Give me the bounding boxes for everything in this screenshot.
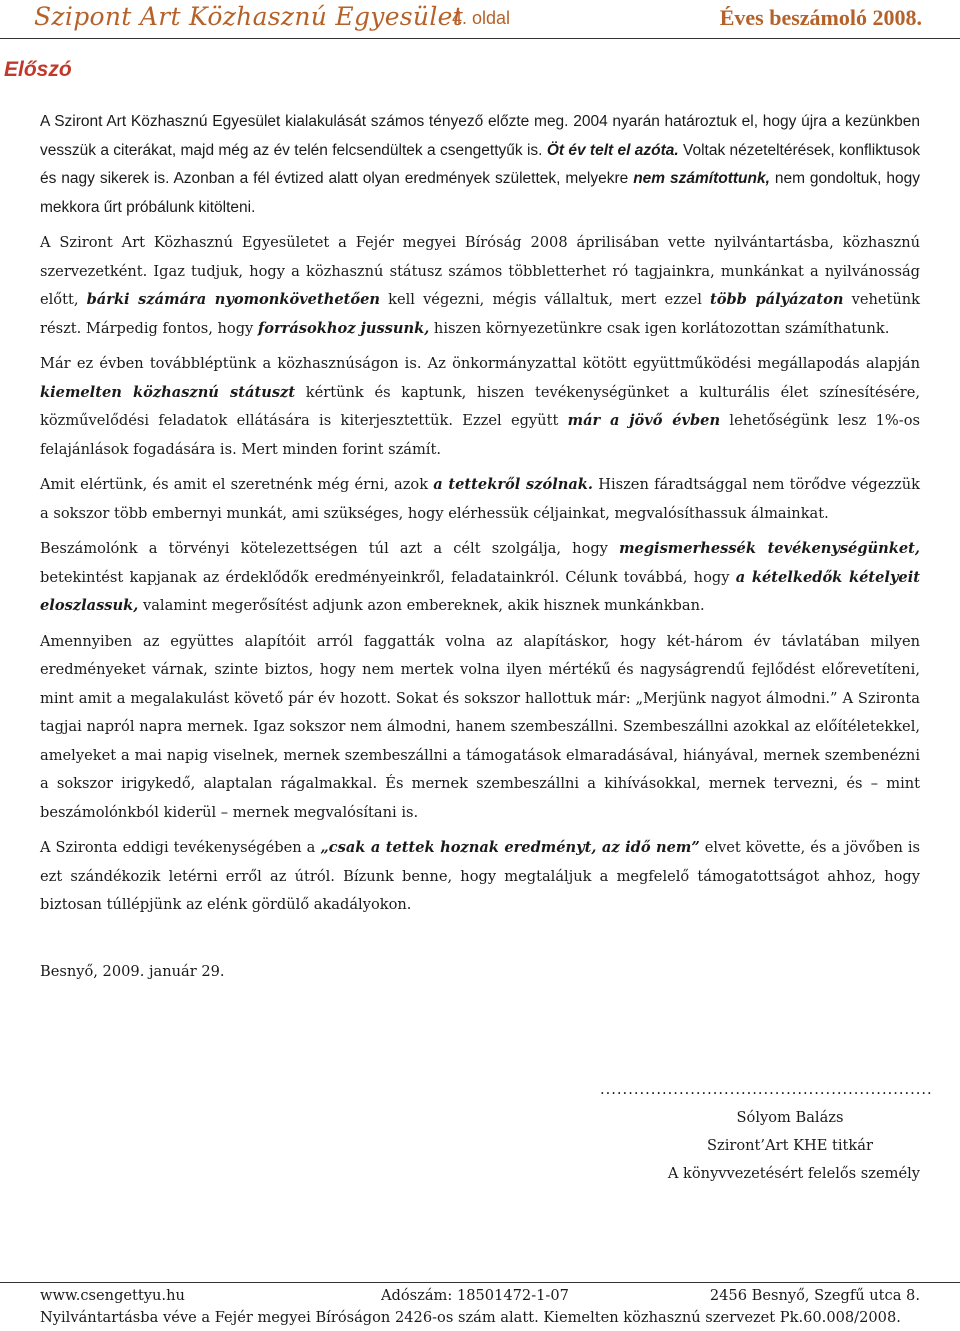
text-run: nem gondoltuk, hogy mekkora űrt próbálunk kitölteni. xyxy=(40,170,920,216)
page-header xyxy=(0,0,960,39)
emphasis: bárki számára nyomonkövethetően xyxy=(86,291,380,308)
text-run: A Sziront Art Közhasznú Egyesületet a Fejér megyei Bíróság 2008 áprilisában vette nyilvántartásba, közhasznú szervezetként. Igaz tudjuk, hogy a közhasznú státusz számos többletterhet ró tagjainkra, munkánkat a nyilvánosság előtt, xyxy=(40,234,920,308)
text-run: vehetünk részt. Márpedig fontos, hogy xyxy=(40,291,920,337)
text-run: Voltak nézeteltérések, konfliktusok és nagy sikerek is. Azonban a fél évtized alatt olyan eredmények születtek, melyekre xyxy=(40,141,920,187)
text-run: Amit elértünk, és amit el szeretnénk még érni, azok xyxy=(40,476,434,493)
section-heading: Előszó xyxy=(4,58,72,81)
text-run: betekintést kapjanak az érdeklődők eredményeinkről, feladatainkról. Célunk továbbá, hogy xyxy=(40,568,736,586)
emphasis: forrásokhoz jussunk, xyxy=(257,319,430,337)
emphasis: Öt év telt el azóta. xyxy=(546,141,679,159)
text-run: A Sziront Art Közhasznú Egyesület kialakulását számos tényező előzte meg. 2004 nyarán határoztuk el, hogy újra a kezünkben vesszük a citerákat, majd még az év telén felcsendültek a csengettyűk is. xyxy=(40,113,920,159)
report-title: Éves beszámoló 2008. xyxy=(719,5,922,30)
text-run: Hiszen fáradtsággal nem törődve végezzük a sokszor több embernyi munkát, ami szükséges, hogy elérhessük céljainkat, megvalósíthassuk álmainkat. xyxy=(40,476,920,522)
emphasis: nem számítottunk, xyxy=(633,170,770,187)
text-run: Már ez évben továbbléptünk a közhasznúságon is. Az önkormányzattal kötött együttműködési megállapodás alapján xyxy=(40,355,920,372)
emphasis: a tettekről szólnak. xyxy=(433,476,593,493)
emphasis: már a jövő évben xyxy=(567,412,721,429)
paragraph-4 xyxy=(40,471,920,528)
text-run: hiszen környezetünkre csak igen korlátozottan számíthatunk. xyxy=(429,319,890,337)
paragraph-2 xyxy=(40,229,920,343)
website-link[interactable]: www.csengettyu.hu xyxy=(40,1287,185,1304)
paragraph-6: Amennyiben az együttes alapítóit arról faggatták volna az alapításkor, hogy két-három év távlatában milyen eredményeket várnak, szinte biztos, hogy nem mertek volna ilyen mértékű és nagyságrendű fejlődést előrevetíteni, mint amit a megalakulást követő pár év hozott. Sokat és sokszor hallottuk már: „Merjünk nagyot álmodni.” A Szironta tagjai napról napra mernek. Igaz sokszor nem álmodni, hanem szembeszállni. Szembeszállni azokkal az előítéletekkel, amelyeket a mai napig viselnek, mernek szembeszállni a támogatások elmaradásával, hiányával, mernek szembenézni a sokszor irigykedő, alaptalan rágalmakkal. És mernek szembeszállni a kihívásokkal, mernek tervezni, és – mint beszámolónkból kiderül – mernek megvalósítani is. xyxy=(40,632,920,821)
page-number: 4. oldal xyxy=(452,8,511,28)
document-body xyxy=(40,108,920,927)
text-run: kell végezni, mégis vállaltuk, mert ezzel xyxy=(379,291,710,308)
text-run: lehetőségünk lesz 1%-os felajánlások fogadására is. Mert minden forint számít. xyxy=(40,412,920,458)
signer-role: Sziront’Art KHE titkár xyxy=(707,1137,873,1154)
emphasis: „csak a tettek hoznak eredményt, az idő nem” xyxy=(320,839,700,856)
signer-name: Sólyom Balázs xyxy=(736,1109,844,1126)
paragraph-3 xyxy=(40,350,920,464)
paragraph-1 xyxy=(40,108,920,222)
address: 2456 Besnyő, Szegfű utca 8. xyxy=(709,1287,920,1304)
text-run: Beszámolónk a törvényi kötelezettségen túl azt a célt szolgálja, hogy xyxy=(40,540,620,557)
signature-block xyxy=(600,1076,933,1188)
emphasis: több pályázaton xyxy=(710,291,844,308)
organization-name: Szipont Art Közhasznú Egyesület xyxy=(34,2,464,31)
signer-responsibility: A könyvvezetésért felelős személy xyxy=(667,1165,920,1182)
paragraph-5 xyxy=(40,535,920,621)
emphasis: kiemelten közhasznú státuszt xyxy=(40,383,296,401)
text-run: elvet követte, és a jövőben is ezt szándékozik letérni erről az útról. Bízunk benne, hogy megtaláljuk a megfelelő támogatottságot ahhoz, hogy biztosan túllépjünk az elénk gördülő akadályokon. xyxy=(40,839,921,913)
text-run: A Szironta eddigi tevékenységében a xyxy=(40,839,321,856)
paragraph-7 xyxy=(40,834,920,920)
page-footer xyxy=(0,1282,960,1326)
emphasis: a kételkedők kételyeit eloszlassuk, xyxy=(40,568,921,614)
text-run: kértünk és kaptunk, hiszen tevékenységünket a kulturális élet színesítésére, közművelődési feladatok ellátására is kiterjesztettük. Ezzel együtt xyxy=(40,383,920,429)
date-line: Besnyő, 2009. január 29. xyxy=(40,963,225,980)
signature-line: ........................................................... xyxy=(600,1081,933,1098)
registry-note: Nyilvántartásba véve a Fejér megyei Bíróságon 2426-os szám alatt. Kiemelten közhasznú szervezet Pk.60.008/2008. xyxy=(40,1309,901,1326)
tax-number: Adószám: 18501472-1-07 xyxy=(381,1287,569,1304)
text-run: valamint megerősítést adjunk azon embereknek, akik hisznek munkánkban. xyxy=(138,597,705,614)
emphasis: megismerhessék tevékenységünket, xyxy=(619,540,920,557)
